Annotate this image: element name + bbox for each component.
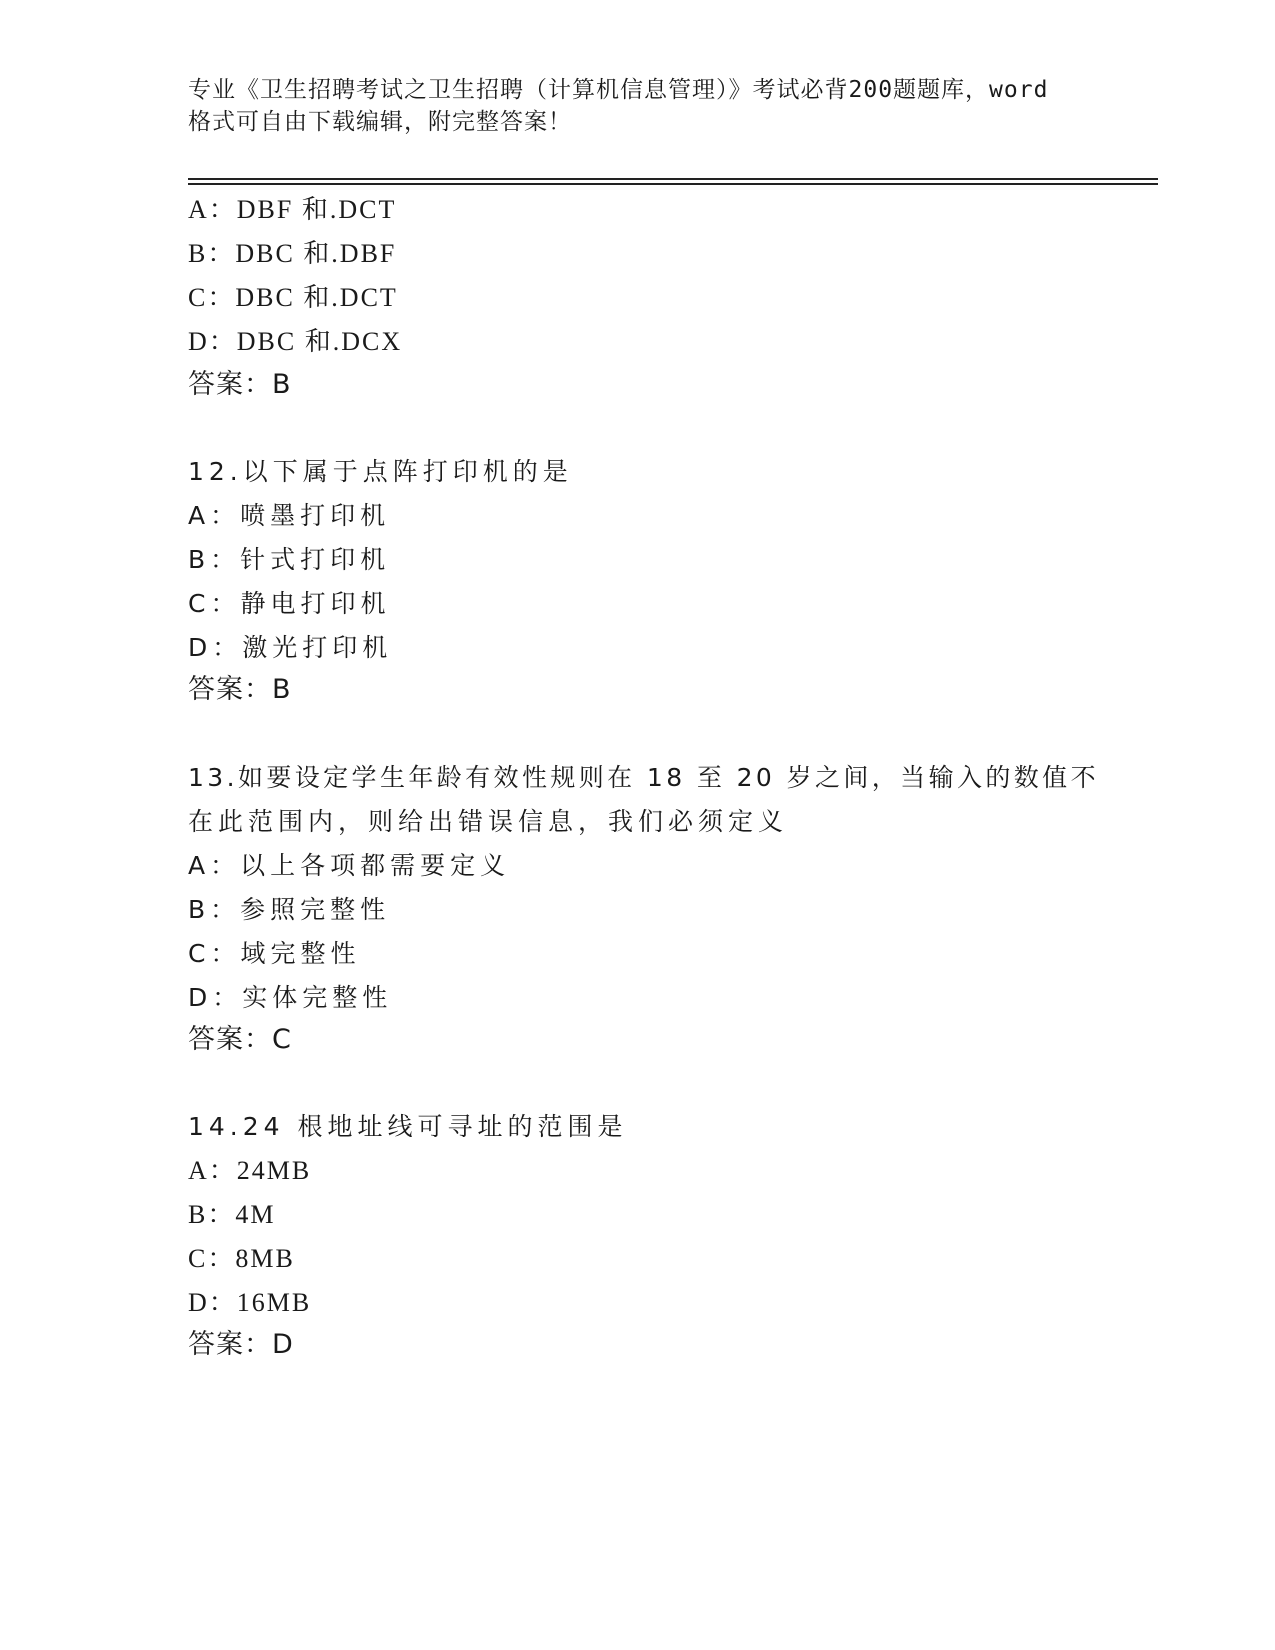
- q13-option-a: A：以上各项都需要定义: [188, 851, 511, 880]
- q12-option-a: A：喷墨打印机: [188, 501, 391, 530]
- q12-option-d: D：激光打印机: [188, 633, 393, 662]
- q11-option-d: D：DBC 和.DCX: [188, 327, 403, 356]
- q11-option-c: C：DBC 和.DCT: [188, 283, 398, 312]
- q11-answer: 答案：B: [188, 369, 292, 400]
- document-header: [188, 74, 1088, 138]
- header-divider-bottom: [188, 183, 1158, 185]
- q12-answer: 答案：B: [188, 674, 292, 705]
- q11-option-b: B：DBC 和.DBF: [188, 239, 397, 268]
- q12-question: 12.以下属于点阵打印机的是: [188, 457, 573, 486]
- q14-option-c: C：8MB: [188, 1244, 295, 1273]
- q12-option-b: B：针式打印机: [188, 545, 391, 574]
- q14-option-b: B：4M: [188, 1200, 276, 1229]
- q14-option-d: D：16MB: [188, 1288, 312, 1317]
- q12-option-c: C：静电打印机: [188, 589, 391, 618]
- q13-question-line-2: 在此范围内，则给出错误信息，我们必须定义: [188, 807, 789, 836]
- header-line-2: 格式可自由下载编辑，附完整答案！: [188, 109, 572, 135]
- q13-option-b: B：参照完整性: [188, 895, 391, 924]
- q13-option-d: D：实体完整性: [188, 983, 393, 1012]
- q13-answer: 答案：C: [188, 1024, 292, 1055]
- header-line-1: 专业《卫生招聘考试之卫生招聘（计算机信息管理）》考试必背200题题库，word: [188, 77, 1049, 103]
- q13-option-c: C：域完整性: [188, 939, 361, 968]
- q14-answer: 答案：D: [188, 1329, 294, 1360]
- q13-question-line-1: 13.如要设定学生年龄有效性规则在 18 至 20 岁之间，当输入的数值不: [188, 763, 1099, 792]
- q14-question: 14.24 根地址线可寻址的范围是: [188, 1112, 628, 1141]
- header-divider-top: [188, 178, 1158, 180]
- q14-option-a: A：24MB: [188, 1156, 312, 1185]
- q11-option-a: A：DBF 和.DCT: [188, 195, 397, 224]
